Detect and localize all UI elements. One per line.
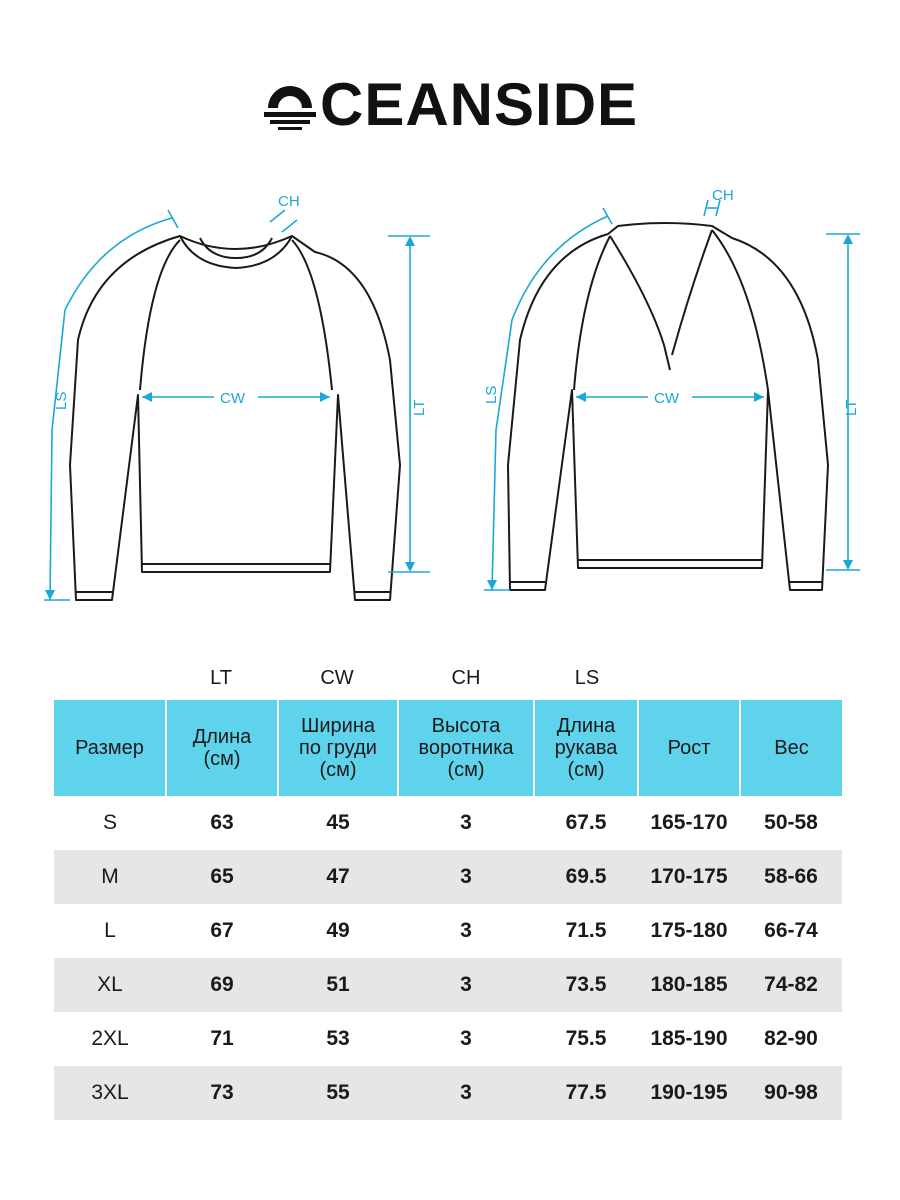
cell-weight: 66-74	[764, 919, 818, 942]
header-weight: Вес	[740, 700, 842, 796]
cell-ch: 3	[460, 919, 472, 942]
cell-height: 180-185	[638, 958, 740, 1012]
front-ls-label: LS	[53, 391, 70, 410]
table-header-row	[54, 700, 842, 796]
table-row	[54, 958, 842, 1012]
cell-height: 170-175	[638, 850, 740, 904]
cell-ch: 3	[398, 850, 534, 904]
cell-ls: 75.5	[565, 1027, 607, 1050]
cell-lt: 69	[166, 958, 278, 1012]
back-ch-label: CH	[712, 187, 734, 204]
cell-size: L	[104, 919, 116, 942]
cell-weight: 50-58	[764, 811, 818, 834]
table-row	[54, 850, 842, 904]
cell-size: XL	[54, 958, 166, 1012]
header-size: Размер	[54, 700, 166, 796]
cell-weight: 74-82	[740, 958, 842, 1012]
header-chest-width: Ширина по груди (см)	[278, 700, 398, 796]
table-row	[54, 1066, 842, 1120]
header-collar-height: Высота воротника (см)	[398, 700, 534, 796]
cell-lt: 73	[166, 1066, 278, 1120]
brand-logo	[0, 70, 900, 140]
cell-ch: 3	[398, 1066, 534, 1120]
size-table	[54, 700, 842, 1120]
sunset-wave-logo-icon	[262, 78, 318, 134]
abbrev-ch: CH	[451, 667, 481, 689]
front-ch-label: CH	[278, 193, 300, 210]
cell-height: 190-195	[638, 1066, 740, 1120]
table-row	[54, 904, 842, 958]
cell-ls: 69.5	[534, 850, 638, 904]
table-row	[54, 1012, 842, 1066]
cell-height: 185-190	[650, 1027, 728, 1050]
cell-height: 165-170	[650, 811, 728, 834]
cell-lt: 63	[210, 811, 234, 834]
abbrev-lt: LT	[210, 667, 232, 689]
cell-weight: 58-66	[740, 850, 842, 904]
abbrev-cw: CW	[320, 667, 354, 689]
cell-ch: 3	[460, 1027, 472, 1050]
front-view-shirt	[70, 236, 400, 600]
cell-cw: 49	[326, 919, 350, 942]
cell-height: 175-180	[650, 919, 728, 942]
cell-cw: 51	[278, 958, 398, 1012]
front-cw-label: CW	[220, 390, 245, 407]
abbrev-ls: LS	[574, 667, 600, 689]
cell-weight: 90-98	[740, 1066, 842, 1120]
cell-lt: 67	[210, 919, 234, 942]
header-length: Длина (см)	[166, 700, 278, 796]
cell-ls: 71.5	[565, 919, 607, 942]
cell-ch: 3	[460, 811, 472, 834]
header-height: Рост	[638, 700, 740, 796]
back-ls-label: LS	[483, 385, 500, 404]
cell-size: 2XL	[91, 1027, 129, 1050]
cell-weight: 82-90	[764, 1027, 818, 1050]
cell-ls: 73.5	[534, 958, 638, 1012]
cell-cw: 47	[278, 850, 398, 904]
cell-size: 3XL	[54, 1066, 166, 1120]
cell-lt: 65	[166, 850, 278, 904]
cell-lt: 71	[210, 1027, 234, 1050]
header-sleeve-length: Длина рукава (см)	[534, 700, 638, 796]
cell-ls: 77.5	[534, 1066, 638, 1120]
cell-ch: 3	[398, 958, 534, 1012]
back-cw-label: CW	[654, 390, 679, 407]
cell-cw: 53	[326, 1027, 350, 1050]
table-row	[54, 796, 842, 850]
cell-cw: 55	[278, 1066, 398, 1120]
brand-name: CEANSIDE	[320, 71, 639, 138]
cell-cw: 45	[326, 811, 350, 834]
cell-size: M	[54, 850, 166, 904]
cell-size: S	[102, 811, 117, 834]
garment-diagram	[0, 180, 900, 620]
front-lt-label: LT	[411, 399, 428, 416]
back-lt-label: LT	[843, 399, 860, 416]
abbreviation-row	[0, 660, 900, 696]
cell-ls: 67.5	[565, 811, 607, 834]
